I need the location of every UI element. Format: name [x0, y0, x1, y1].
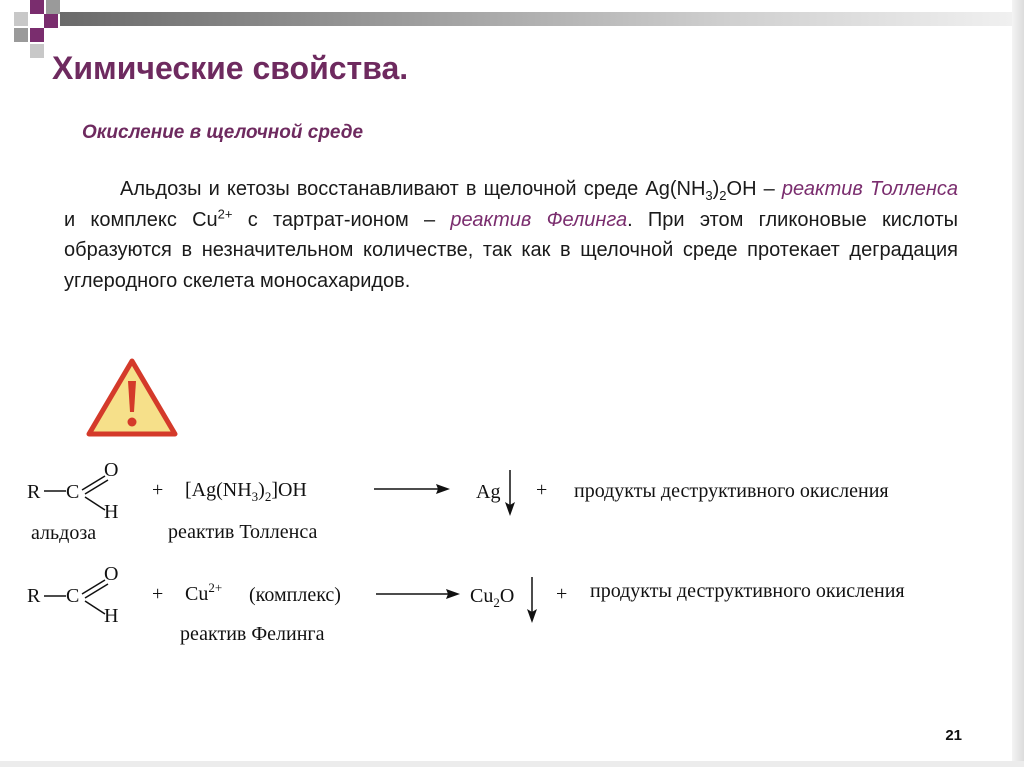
r1-reagent-part: ]OH [271, 479, 307, 501]
r1-reagent-part: [Ag(NH [185, 479, 252, 501]
para-subscript: 2 [719, 188, 727, 203]
slide-title: Химические свойства. [52, 50, 409, 86]
r1-plus: + [152, 479, 164, 501]
fehling-reagent-term: реактив Фелинга [450, 208, 628, 231]
r1-reagent-sub: 3 [251, 489, 259, 504]
para-superscript: 2+ [217, 205, 233, 221]
r2-product-part: O [499, 585, 515, 607]
body-paragraph [64, 174, 958, 296]
r1-reagent-label: реактив Толленса [168, 521, 318, 543]
r1-bond [44, 489, 66, 493]
r1-reagent-formula [185, 479, 307, 502]
para-text: с тартрат-ионом – [232, 208, 451, 231]
r2-plus: + [152, 583, 164, 605]
r2-H: H [104, 605, 119, 627]
r1-reaction-arrow [374, 482, 450, 496]
r2-reagent-sup: 2+ [208, 580, 223, 595]
r1-products-text: продукты деструктивного окисления [574, 480, 889, 502]
r2-precipitate-arrow [526, 577, 538, 623]
r1-precipitate-arrow [504, 470, 516, 516]
r2-products-text: продукты деструктивного окисления [590, 580, 905, 602]
page-number: 21 [945, 727, 962, 744]
para-text: ) [712, 178, 720, 200]
r1-aldose-label: альдоза [31, 522, 97, 544]
warning-triangle-icon [86, 357, 178, 437]
para-text: OH – [726, 178, 782, 200]
r2-reagent-part: Cu [185, 583, 209, 605]
para-text: и комплекс Cu [64, 208, 218, 231]
r2-product-sub: 2 [493, 595, 500, 610]
r2-reaction-arrow [376, 587, 460, 601]
para-text: . При этом гликоновые кислоты образуются в незначительном количестве, так как в щелочной среде протекает деградация углеродного скелета моносахаридов. [64, 208, 959, 292]
header-gradient-bar [60, 12, 1012, 26]
decor-square [30, 0, 44, 14]
slide-subtitle: Окисление в щелочной среде [82, 122, 364, 143]
r2-bond [44, 594, 66, 598]
r2-C: C [66, 585, 80, 607]
r1-reagent-part: ) [258, 479, 265, 501]
r1-R: R [27, 481, 41, 503]
r2-O: O [104, 563, 119, 585]
r2-reagent-complex: (комплекс) [249, 584, 341, 606]
r2-plus2: + [556, 583, 568, 605]
slide-frame-right [1012, 0, 1024, 767]
decor-square [46, 0, 60, 14]
r2-product-part: Cu [470, 585, 494, 607]
para-text: Альдозы и кетозы восстанавливают в щелочной среде Ag(NH [120, 178, 706, 200]
decor-square [30, 44, 44, 58]
r1-C: C [66, 481, 80, 503]
r2-R: R [27, 585, 41, 607]
slide-frame-bottom [0, 761, 1024, 767]
decor-square [14, 12, 28, 26]
r2-reagent-label: реактив Фелинга [180, 623, 325, 645]
r1-H: H [104, 501, 119, 523]
r2-product [470, 585, 514, 608]
para-subscript: 3 [705, 188, 713, 203]
decor-square [14, 28, 28, 42]
decor-square [44, 14, 58, 28]
r1-plus2: + [536, 479, 548, 501]
decor-square [30, 28, 44, 42]
r2-reagent-formula [185, 580, 223, 606]
tollens-reagent-term: реактив Толленса [781, 178, 958, 200]
r1-reagent-sub: 2 [264, 489, 272, 504]
r1-product: Ag [476, 481, 501, 503]
r1-O: O [104, 459, 119, 481]
